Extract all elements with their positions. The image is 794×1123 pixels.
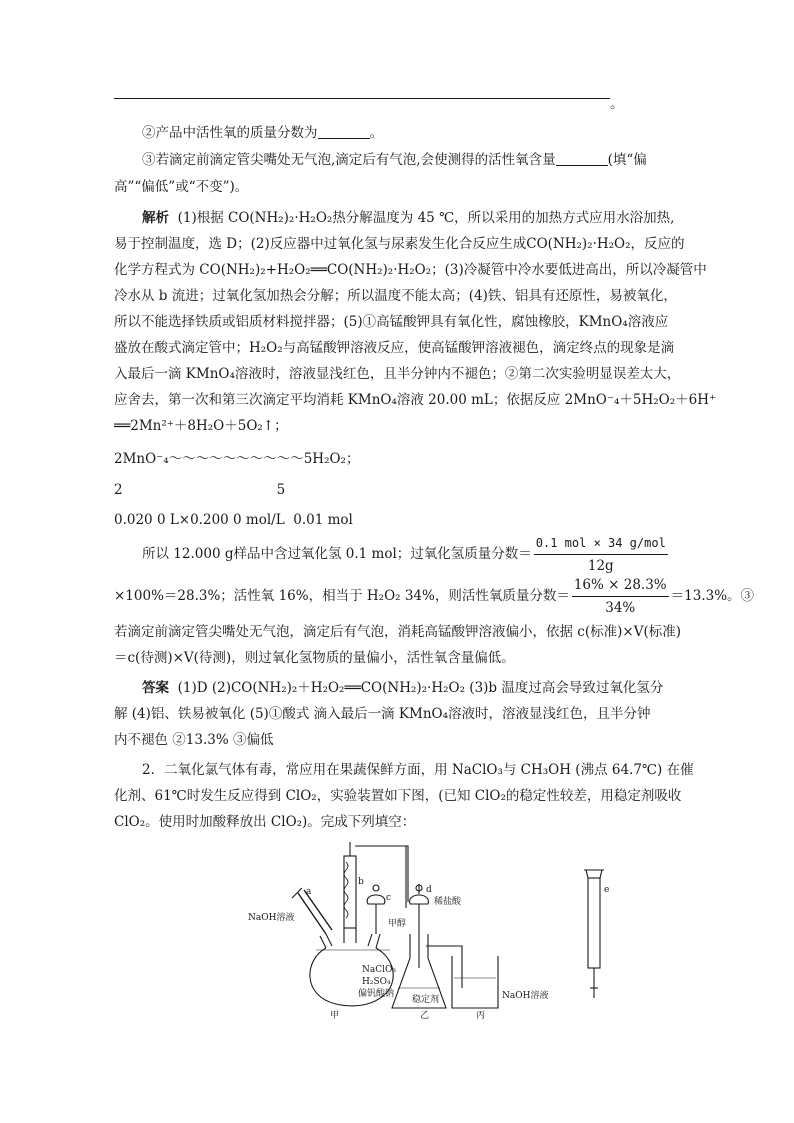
label-naclo3: NaClO₃ (362, 965, 396, 975)
analysis-line-11: ×100%＝28.3%；活性氧 16%，相当于 H₂O₂ 34%，则活性氧质量分数＝ $\frac{16\% \times 28.3\%}{34\%}$ ＝13.3%。③ (114, 574, 684, 619)
problem2-line-1: 2．二氧化氯气体有毒，常应用在果蔬保鲜方面，用 NaClO₃与 CH₃OH (沸点 64.7℃) 在催 (142, 762, 694, 778)
analysis-line-13: ＝c(待测)×V(待测)，则过氧化氢物质的量偏小，活性氧含量偏低。 (114, 650, 515, 666)
analysis-line-4: 冷水从 b 流进；过氧化氢加热会分解；所以温度不能太高；(4)铁、铝具有还原性，易被氧化， (114, 288, 677, 304)
analysis-line-2: 易于控制温度，选 D；(2)反应器中过氧化氢与尿素发生化合反应生成CO(NH₂)₂·H₂O₂，反应的 (114, 236, 685, 252)
analysis-line-9: ══2Mn²⁺＋8H₂O＋5O₂↑； (114, 418, 288, 434)
analysis-line-12: 若滴定前滴定管尖嘴处无气泡，滴定后有气泡，消耗高锰酸钾溶液偏小，依据 c(标准)×V(标准) (114, 624, 681, 640)
analysis-line-3: 化学方程式为 CO(NH₂)₂+H₂O₂══CO(NH₂)₂·H₂O₂；(3)冷凝管中冷水要低进高出，所以冷凝管中 (114, 262, 707, 278)
label-methanol: 甲醇 (388, 919, 407, 929)
problem2-line-3: ClO₂。使用时加酸释放出 ClO₂)。完成下列填空： (114, 814, 416, 830)
analysis-line-5: 所以不能选择铁质或铝质材料搅拌器；(5)①高锰酸钾具有氧化性，腐蚀橡胶，KMnO₄溶液应 (114, 314, 669, 330)
label-h2so4: H₂SO₄ (362, 977, 391, 987)
label-e: e (604, 885, 610, 895)
column-e (588, 878, 600, 968)
question-3-cont: 高”“偏低”或“不变”)。 (114, 179, 249, 195)
fraction-active-oxygen: $\frac{16\% \times 28.3\%}{34\%}$ (572, 574, 669, 619)
analysis-line-8: 应舍去，第一次和第三次滴定平均消耗 KMnO₄溶液 20.00 mL；依据反应 2MnO⁻₄＋5H₂O₂＋6H⁺ (114, 392, 717, 408)
label-hcl: 稀盐酸 (434, 897, 462, 907)
relation-line-3: 0.020 0 L×0.200 0 mol/L 0.01 mol (114, 512, 353, 528)
answer-line-2: 解 (4)铝、铁易被氧化 (5)①酸式 滴入最后一滴 KMnO₄溶液时，溶液显浅红色，且半分钟 (114, 706, 651, 722)
label-a: a (306, 887, 312, 897)
answer-label: 答案 (142, 680, 169, 696)
relation-line-1: 2MnO⁻₄～～～～～～～～～～5H₂O₂； (114, 451, 360, 467)
label-jia: 甲 (330, 1011, 340, 1021)
label-c: c (386, 893, 392, 903)
relation-line-2: 2 5 (114, 482, 286, 498)
condenser-b (344, 856, 356, 928)
label-yi: 乙 (420, 1011, 430, 1021)
label-bing: 丙 (476, 1011, 486, 1021)
funnel-d (410, 895, 429, 904)
beaker-bing (452, 956, 498, 1008)
label-naoh-right: NaOH溶液 (502, 991, 549, 1001)
funnel-c (367, 895, 385, 904)
label-b: b (358, 877, 364, 887)
label-naoh-left: NaOH溶液 (248, 913, 295, 923)
period-mark: 。 (610, 96, 624, 112)
analysis-line-1: 解析 (1)根据 CO(NH₂)₂·H₂O₂热分解温度为 45 ℃，所以采用的加热方式应用水浴加热, (142, 210, 675, 226)
label-stabilizer: 稳定剂 (412, 995, 440, 1005)
fraction-mass: $\frac{\text{0.1 mol × 34 g/mol}}{12g}$ (534, 532, 668, 577)
label-catalyst: 偏钒酸钠 (358, 989, 395, 999)
answer-line-1: 答案 (1)D (2)CO(NH₂)₂＋H₂O₂══CO(NH₂)₂·H₂O₂ (3)b 温度过高会导致过氧化氢分 (142, 680, 664, 696)
fill-blank (318, 124, 370, 139)
apparatus-figure (240, 838, 610, 1028)
question-3: ③若滴定前滴定管尖嘴处无气泡,滴定后有气泡,会使测得的活性氧含量 (填“偏 (142, 152, 647, 168)
fill-blank (556, 151, 608, 166)
answer-blank-line (114, 98, 610, 99)
question-2: ②产品中活性氧的质量分数为 。 (142, 125, 383, 141)
syringe-a (298, 893, 326, 934)
analysis-line-10: 所以 12.000 g样品中含过氧化氢 0.1 mol；过氧化氢质量分数＝ $\frac{\text{0.1 mol × 34 g/mol}}{12g}$ (142, 532, 684, 577)
analysis-label: 解析 (142, 210, 169, 226)
problem2-line-2: 化剂、61℃时发生反应得到 ClO₂，实验装置如下图，(已知 ClO₂的稳定性较差，用稳定剂吸收 (114, 788, 682, 804)
analysis-line-6: 盛放在酸式滴定管中；H₂O₂与高锰酸钾溶液反应，使高锰酸钾溶液褪色，滴定终点的现象是滴 (114, 340, 675, 356)
analysis-line-7: 入最后一滴 KMnO₄溶液时，溶液显浅红色，且半分钟内不褪色；②第二次实验明显误差太大， (114, 366, 681, 382)
label-d: d (426, 885, 432, 895)
answer-line-3: 内不褪色 ②13.3% ③偏低 (114, 732, 274, 748)
